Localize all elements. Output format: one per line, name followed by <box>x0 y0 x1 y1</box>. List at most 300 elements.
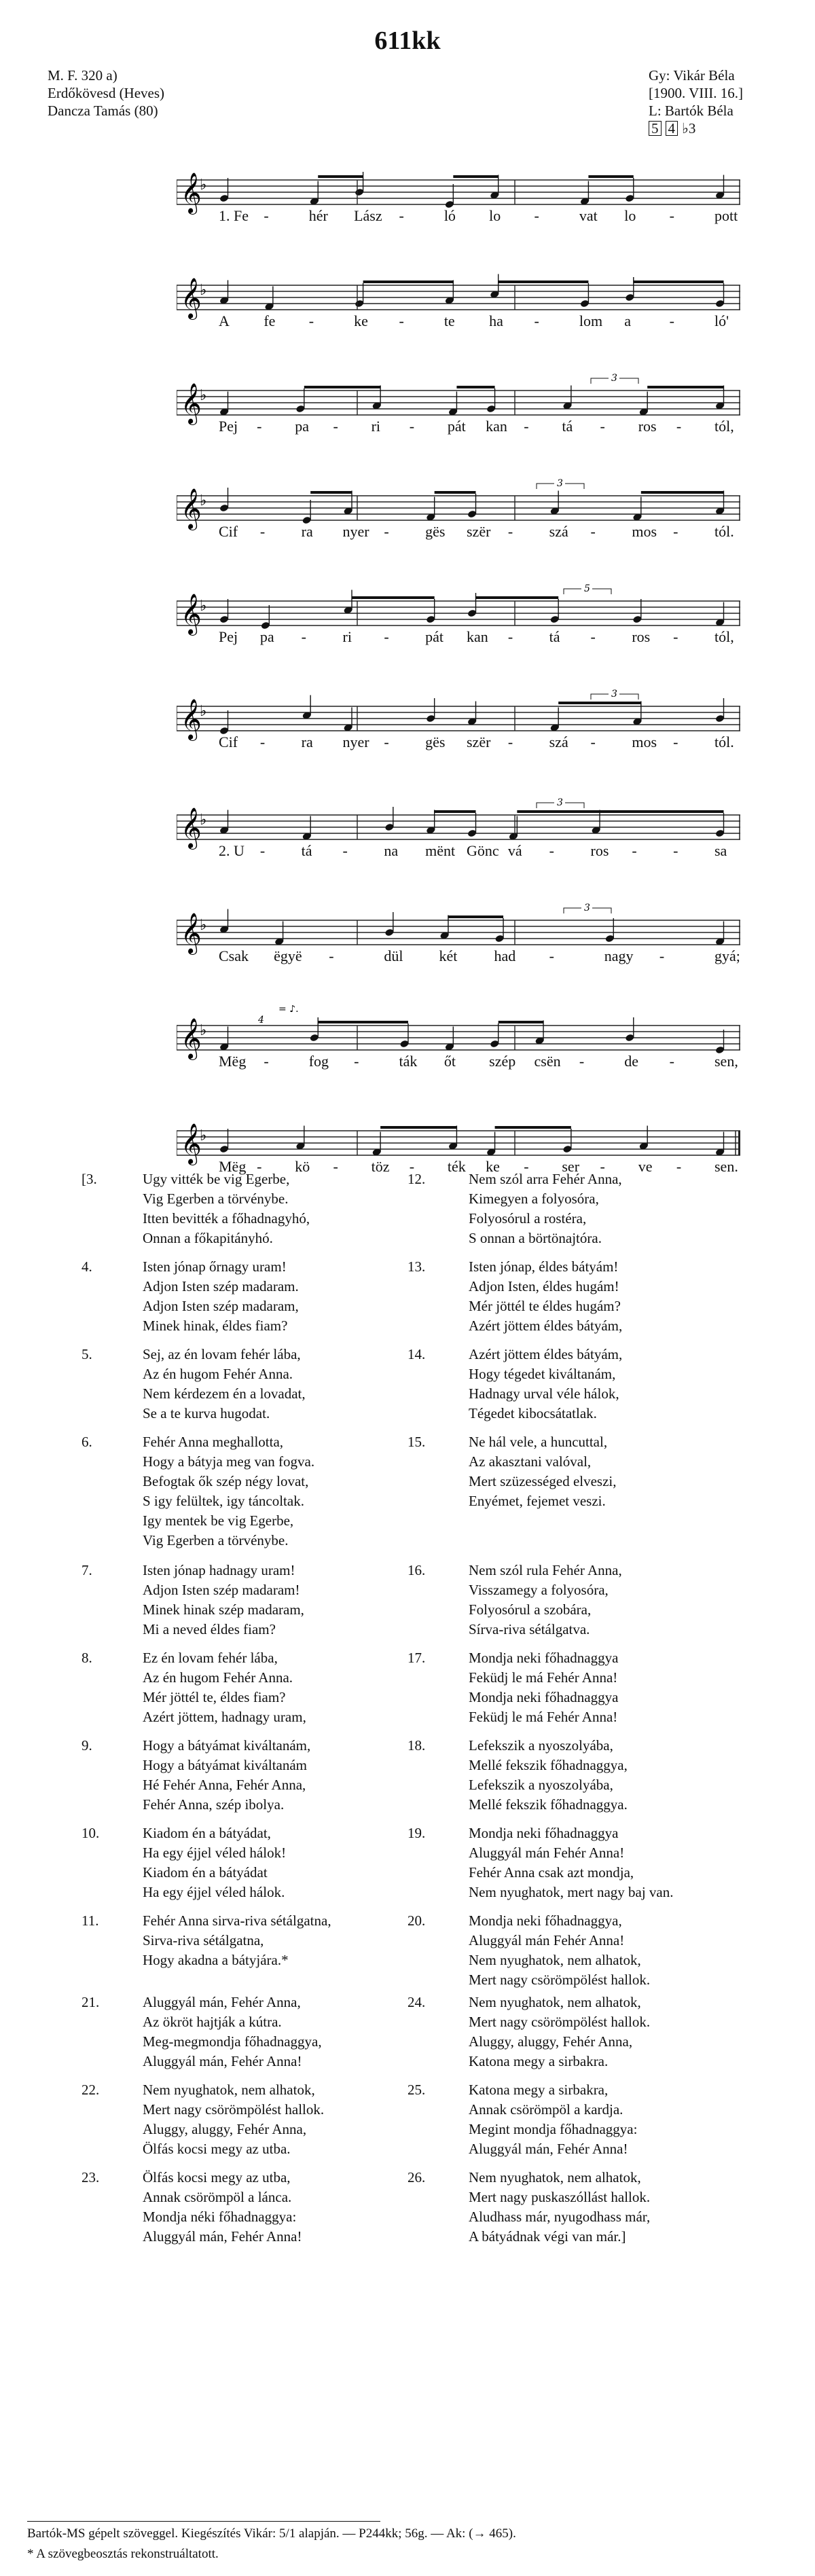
footnote: * A szövegbeosztás rekonstruáltatott. <box>27 2547 219 2561</box>
stanza-number: 17. <box>408 1650 426 1666</box>
lyric-syllable: ra <box>301 523 313 540</box>
verse-line: Aluggy, aluggy, Fehér Anna, <box>143 2121 307 2137</box>
lyric-syllable: - <box>534 312 539 329</box>
verse-line: Aludhass már, nyugodhass már, <box>469 2209 651 2225</box>
lyric-syllable: szër <box>467 523 491 540</box>
lyric-syllable: - <box>259 842 266 859</box>
lyric-syllable: had <box>494 947 516 964</box>
verse-line: Enyémet, fejemet veszi. <box>469 1493 606 1509</box>
lyric-syllable: ték <box>447 1158 466 1175</box>
stanza-number: 7. <box>82 1562 92 1578</box>
verse-line: Mér jöttél te éldes hugám? <box>469 1298 621 1314</box>
lyric-line <box>177 1053 740 1073</box>
verse-line: Hogy a bátyámat kiváltanám, <box>143 1737 311 1754</box>
stanza-number: 22. <box>82 2082 100 2098</box>
lyric-syllable: - <box>257 418 262 435</box>
stanza-lines <box>469 1345 622 1423</box>
verse-line: Ölfás kocsi megy az utba, <box>143 2169 291 2185</box>
verse-line: Mert nagy csörömpölést hallok. <box>469 2014 651 2030</box>
meter-mark: ♭3 <box>682 120 696 137</box>
collector-line: [1900. VIII. 16.] <box>649 85 744 101</box>
lyric-syllable: kan <box>486 418 507 435</box>
stanza-number: 25. <box>408 2082 426 2098</box>
lyric-syllable: nyer <box>342 523 369 540</box>
source-line: M. F. 320 a) <box>48 67 117 84</box>
stanza-lines <box>143 2168 302 2247</box>
lyric-syllable: - <box>409 418 415 435</box>
stanza-lines <box>143 1432 314 1550</box>
tuplet-label: 3 <box>584 903 590 913</box>
verse-line: Hé Fehér Anna, Fehér Anna, <box>143 1777 306 1793</box>
lyric-syllable: nagy <box>604 947 634 964</box>
lyric-syllable: - <box>354 1053 359 1070</box>
lyric-line <box>177 523 740 543</box>
stanza-number: 26. <box>408 2169 426 2185</box>
lyric-syllable: pát <box>425 628 444 645</box>
stanza-lines <box>143 1345 306 1423</box>
verse-line: Nem kérdezem én a lovadat, <box>143 1385 306 1402</box>
verse-line: Sirva-riva sétálgatna, <box>143 1932 264 1948</box>
lyric-syllable: ra <box>301 733 313 750</box>
staff-lines <box>177 1005 740 1087</box>
staff-lines <box>177 795 740 876</box>
lyric-syllable: - <box>534 207 539 224</box>
staff-lines <box>177 265 740 346</box>
stanza-lines <box>469 1993 650 2071</box>
lyric-syllable: 2. U <box>219 842 244 859</box>
verse-line: Onnan a főkapitányhó. <box>143 1230 273 1246</box>
verse-line: Mi a neved éldes fiam? <box>143 1621 276 1637</box>
verse-line: Annak csörömpöl a lánca. <box>143 2189 292 2205</box>
stanza-number: 14. <box>408 1346 426 1362</box>
verse-line: Tégedet kibocsátatlak. <box>469 1405 597 1421</box>
lyric-syllable: Cif <box>219 523 238 540</box>
verse-line: Adjon Isten, éldes hugám! <box>469 1278 619 1294</box>
verse-line: Feküdj le má Fehér Anna! <box>469 1669 618 1686</box>
lyric-syllable: de <box>624 1053 639 1070</box>
stanza-lines <box>469 1736 628 1815</box>
lyric-syllable: gës <box>425 733 446 750</box>
lyric-syllable: - <box>524 418 529 435</box>
lyric-syllable: ser <box>562 1158 580 1175</box>
lyric-syllable: - <box>669 207 674 224</box>
lyric-syllable: lo <box>624 207 636 224</box>
lyric-syllable: Csak <box>219 947 249 964</box>
lyric-syllable: pát <box>447 418 466 435</box>
verse-line: Mondja neki főhadnaggya <box>469 1650 619 1666</box>
lyric-syllable: mënt <box>425 842 456 859</box>
lyric-syllable: tól, <box>714 418 734 435</box>
collector-line: L: Bartók Béla <box>649 103 734 119</box>
lyric-syllable: vá <box>507 842 522 859</box>
verse-line: Fehér Anna sirva-riva sétálgatna, <box>143 1912 331 1929</box>
lyric-syllable: - <box>259 733 266 750</box>
lyric-syllable: mos <box>632 733 657 750</box>
lyric-syllable: fog <box>308 1053 329 1070</box>
lyric-syllable: - <box>549 842 554 859</box>
lyric-syllable: szá <box>549 523 568 540</box>
verse-line: Aluggyál mán Fehér Anna! <box>469 1845 625 1861</box>
treble-clef-icon: 𝄞 <box>181 1123 202 1164</box>
lyric-syllable: Lász <box>354 207 382 224</box>
verse-line: Az én hugom Fehér Anna. <box>143 1669 293 1686</box>
stanza-lines <box>143 1169 310 1248</box>
verse-line: Nem nyughatok, nem alhatok, <box>469 2169 641 2185</box>
stanza-lines <box>143 1911 331 1970</box>
verse-line: Befogtak ők szép négy lovat, <box>143 1473 309 1489</box>
lyric-syllable: - <box>264 207 269 224</box>
verse-line: Nem szól arra Fehér Anna, <box>469 1171 622 1187</box>
lyric-syllable: - <box>590 523 596 540</box>
meter-mark: 5 <box>649 121 662 136</box>
verse-line: Nem nyughatok, nem alhatok, <box>469 1994 641 2010</box>
stanza-lines <box>469 1911 650 1990</box>
verse-line: Isten jónap hadnagy uram! <box>143 1562 295 1578</box>
lyric-syllable: - <box>669 1053 674 1070</box>
lyric-syllable: töz <box>371 1158 390 1175</box>
lyric-syllable: - <box>659 947 665 964</box>
treble-clef-icon: 𝄞 <box>181 173 202 213</box>
lyric-syllable: A <box>219 312 230 329</box>
key-flat-icon: ♭ <box>200 177 207 194</box>
stanza-number: 6. <box>82 1434 92 1450</box>
lyric-syllable: ri <box>342 628 352 645</box>
verse-line: Sírva-riva sétálgatva. <box>469 1621 590 1637</box>
verse-line: Kiadom én a bátyádat <box>143 1864 268 1881</box>
verse-line: Ugy vitték be vig Egerbe, <box>143 1171 290 1187</box>
lyric-syllable: Mëg <box>219 1053 247 1070</box>
stanza-number: 16. <box>408 1562 426 1578</box>
stanza-number: 4. <box>82 1258 92 1275</box>
meter-marks <box>649 120 743 137</box>
key-flat-icon: ♭ <box>200 1022 207 1039</box>
staff-lines <box>177 370 740 452</box>
lyric-syllable: lom <box>579 312 603 329</box>
verse-line: Hadnagy urval véle hálok, <box>469 1385 619 1402</box>
key-flat-icon: ♭ <box>200 492 207 509</box>
treble-clef-icon: 𝄞 <box>181 383 202 424</box>
verse-line: Adjon Isten szép madaram. <box>143 1278 299 1294</box>
verse-line: Ha egy éjjel véled hálok. <box>143 1884 285 1900</box>
verse-line: S onnan a börtönajtóra. <box>469 1230 602 1246</box>
lyric-syllable: - <box>384 628 389 645</box>
treble-clef-icon: 𝄞 <box>181 1018 202 1059</box>
stanza-lines <box>469 2168 650 2247</box>
lyric-syllable: pott <box>714 207 738 224</box>
verse-line: Folyosórul a szobára, <box>469 1601 592 1618</box>
footer-rule <box>27 2521 380 2522</box>
lyric-syllable: Mëg <box>219 1158 247 1175</box>
verse-line: Az akasztani valóval, <box>469 1453 592 1470</box>
verse-line: Adjon Isten szép madaram! <box>143 1582 300 1598</box>
lyric-syllable: ló <box>443 207 456 224</box>
verse-line: Feküdj le má Fehér Anna! <box>469 1709 618 1725</box>
lyric-syllable: - <box>507 523 513 540</box>
lyric-syllable: - <box>632 842 637 859</box>
lyric-syllable: - <box>384 733 389 750</box>
verse-line: Fehér Anna csak azt mondja, <box>469 1864 634 1881</box>
stanza-number: 23. <box>82 2169 100 2185</box>
stanza-number: [3. <box>82 1171 97 1187</box>
treble-clef-icon: 𝄞 <box>181 488 202 529</box>
footer-note: Bartók-MS gépelt szöveggel. Kiegészítés Vikár: 5/1 alapján. — P244kk; 56g. — Ak: (→ 465). <box>27 2526 516 2541</box>
lyric-line <box>177 733 740 754</box>
treble-clef-icon: 𝄞 <box>181 913 202 954</box>
treble-clef-icon: 𝄞 <box>181 278 202 319</box>
verse-line: Minek hinak szép madaram, <box>143 1601 304 1618</box>
lyric-syllable: sa <box>714 842 727 859</box>
lyric-syllable: - <box>399 312 404 329</box>
stanza-number: 20. <box>408 1912 426 1929</box>
verse-line: Hogy a bátyja meg van fogva. <box>143 1453 315 1470</box>
stanza-number: 18. <box>408 1737 426 1754</box>
verse-line: Igy mentek be vig Egerbe, <box>143 1512 294 1529</box>
lyric-syllable: szép <box>489 1053 516 1070</box>
lyric-line <box>177 207 740 228</box>
stanza-lines <box>143 1993 322 2071</box>
lyric-syllable: őt <box>443 1053 456 1070</box>
verse-line: Meg-megmondja főhadnaggya, <box>143 2033 322 2050</box>
lyric-syllable: pa <box>295 418 310 435</box>
stanza-number: 19. <box>408 1825 426 1841</box>
verse-line: Nem nyughatok, nem alhatok, <box>469 1952 641 1968</box>
staff-lines <box>177 475 740 557</box>
lyric-syllable: tá <box>301 842 312 859</box>
verse-line: Hogy akadna a bátyjára.* <box>143 1952 289 1968</box>
stanza-lines <box>143 1824 286 1902</box>
stanza-lines <box>469 1257 622 1336</box>
stanza-lines <box>469 2080 637 2159</box>
lyric-syllable: - <box>257 1158 262 1175</box>
lyric-syllable: - <box>524 1158 529 1175</box>
verse-line: Ha egy éjjel véled hálok! <box>143 1845 287 1861</box>
lyric-syllable: csën <box>534 1053 561 1070</box>
lyric-syllable: - <box>669 312 674 329</box>
lyric-syllable: nyer <box>342 733 369 750</box>
lyric-syllable: ëgyë <box>274 947 302 964</box>
lyric-syllable: ke <box>486 1158 500 1175</box>
lyric-syllable: gyá; <box>714 947 740 964</box>
lyric-syllable: fe <box>264 312 276 329</box>
lyric-syllable: tá <box>549 628 560 645</box>
lyric-syllable: mos <box>632 523 657 540</box>
verse-line: Azért jöttem éldes bátyám, <box>469 1346 623 1362</box>
page-title: 611kk <box>374 26 441 55</box>
stanza-lines <box>143 1736 310 1815</box>
verse-line: Nem nyughatok, nem alhatok, <box>143 2082 315 2098</box>
lyric-syllable: kö <box>295 1158 310 1175</box>
tuplet-label: 3 <box>611 689 617 700</box>
collector-info <box>649 67 743 137</box>
lyric-syllable: - <box>329 947 334 964</box>
key-flat-icon: ♭ <box>200 387 207 404</box>
lyric-line <box>177 418 740 438</box>
lyric-syllable: ros <box>638 418 657 435</box>
lyric-line <box>177 628 740 649</box>
verse-line: Hogy tégedet kiváltanám, <box>469 1366 616 1382</box>
verse-line: Lefekszik a nyoszolyába, <box>469 1737 613 1754</box>
verse-line: Nem nyughatok, mert nagy baj van. <box>469 1884 674 1900</box>
stanza-lines <box>143 1561 304 1639</box>
verse-line: Ne hál vele, a huncuttal, <box>469 1434 608 1450</box>
verse-line: Nem szól rula Fehér Anna, <box>469 1562 622 1578</box>
lyric-line <box>177 842 740 863</box>
verse-line: A bátyádnak végi van már.] <box>469 2228 626 2245</box>
verse-line: Megint mondja főhadnaggya: <box>469 2121 638 2137</box>
verse-line: Ez én lovam fehér lába, <box>143 1650 278 1666</box>
lyric-syllable: hér <box>308 207 328 224</box>
verse-line: Ölfás kocsi megy az utba. <box>143 2141 291 2157</box>
lyric-syllable: Pej <box>219 628 238 645</box>
verse-line: Fehér Anna meghallotta, <box>143 1434 284 1450</box>
verse-line: Hogy a bátyámat kiváltanám <box>143 1757 308 1773</box>
stanza-lines <box>469 1824 674 1902</box>
verse-line: Kimegyen a folyosóra, <box>469 1191 599 1207</box>
verse-line: Aluggyál mán, Fehér Anna! <box>469 2141 628 2157</box>
lyric-syllable: - <box>676 1158 682 1175</box>
verse-line: Mondja néki főhadnaggya: <box>143 2209 297 2225</box>
verse-line: Sej, az én lovam fehér lába, <box>143 1346 301 1362</box>
key-flat-icon: ♭ <box>200 703 207 720</box>
lyric-syllable: - <box>342 842 348 859</box>
verse-line: Vig Egerben a törvénybe. <box>143 1191 289 1207</box>
key-flat-icon: ♭ <box>200 598 207 615</box>
stanza-lines <box>469 1561 622 1639</box>
verse-line: Adjon Isten szép madaram, <box>143 1298 299 1314</box>
key-flat-icon: ♭ <box>200 812 207 829</box>
lyric-syllable: kan <box>467 628 488 645</box>
lyric-syllable: - <box>676 418 682 435</box>
verse-line: Mert nagy csörömpölést hallok. <box>143 2101 325 2118</box>
lyric-syllable: - <box>673 628 678 645</box>
stanza-number: 5. <box>82 1346 92 1362</box>
verse-line: Mér jöttél te, éldes fiam? <box>143 1689 286 1705</box>
verse-line: Mondja neki főhadnaggya <box>469 1689 619 1705</box>
stanza-number: 21. <box>82 1994 100 2010</box>
verse-line: Mellé fekszik főhadnaggya. <box>469 1796 628 1813</box>
lyric-syllable: sen. <box>714 1158 738 1175</box>
tuplet-label: 3 <box>611 373 617 384</box>
lyric-syllable: - <box>301 628 306 645</box>
stanza-lines <box>143 1648 306 1727</box>
lyric-syllable: ha <box>489 312 503 329</box>
verse-line: S igy felültek, igy táncoltak. <box>143 1493 304 1509</box>
lyric-syllable: ták <box>399 1053 418 1070</box>
lyric-syllable: Pej <box>219 418 238 435</box>
lyric-syllable: tól, <box>714 628 734 645</box>
lyric-syllable: - <box>264 1053 269 1070</box>
lyric-syllable: na <box>384 842 399 859</box>
verse-line: Visszamegy a folyosóra, <box>469 1582 609 1598</box>
verse-line: Isten jónap, éldes bátyám! <box>469 1258 619 1275</box>
lyric-syllable: - <box>259 523 266 540</box>
lyric-syllable: szá <box>549 733 568 750</box>
treble-clef-icon: 𝄞 <box>181 699 202 740</box>
stanza-number: 24. <box>408 1994 426 2010</box>
stanza-number: 8. <box>82 1650 92 1666</box>
verse-line: Aluggyál mán Fehér Anna! <box>469 1932 625 1948</box>
tuplet-label: 4 <box>258 1015 264 1026</box>
verse-line: Annak csörömpöl a kardja. <box>469 2101 623 2118</box>
verse-line: Aluggyál mán, Fehér Anna! <box>143 2053 302 2069</box>
lyric-syllable: lo <box>489 207 501 224</box>
verse-line: Minek hinak, éldes fiam? <box>143 1318 288 1334</box>
stanza-lines <box>469 1432 617 1511</box>
lyric-syllable: - <box>549 947 554 964</box>
lyric-syllable: tá <box>562 418 573 435</box>
verse-line: Mondja neki főhadnaggya, <box>469 1912 622 1929</box>
verse-line: Vig Egerben a törvénybe. <box>143 1532 289 1548</box>
lyric-syllable: ve <box>638 1158 653 1175</box>
key-flat-icon: ♭ <box>200 917 207 934</box>
source-line: Erdőkövesd (Heves) <box>48 85 165 101</box>
staff-lines <box>177 900 740 981</box>
lyric-syllable: 1. Fe <box>219 207 249 224</box>
staff-lines <box>177 686 740 767</box>
lyric-syllable: - <box>308 312 314 329</box>
verse-line: Itten bevitték a főhadnagyhó, <box>143 1210 310 1227</box>
lyric-syllable: - <box>507 628 513 645</box>
verse-line: Aluggyál mán, Fehér Anna, <box>143 1994 301 2010</box>
verse-line: Mellé fekszik főhadnaggya, <box>469 1757 628 1773</box>
lyric-syllable: - <box>579 1053 585 1070</box>
verse-line: Katona megy a sirbakra. <box>469 2053 609 2069</box>
source-info <box>48 67 164 120</box>
lyric-syllable: ros <box>590 842 609 859</box>
lyric-syllable: vat <box>579 207 598 224</box>
verse-line: Fehér Anna, szép ibolya. <box>143 1796 285 1813</box>
verse-line: Aluggy, aluggy, Fehér Anna, <box>469 2033 633 2050</box>
tuplet-label: 3 <box>557 478 563 489</box>
stanza-number: 9. <box>82 1737 92 1754</box>
stanza-number: 15. <box>408 1434 426 1450</box>
lyric-syllable: ló' <box>714 312 729 329</box>
key-flat-icon: ♭ <box>200 1127 207 1144</box>
stanza-lines <box>143 1257 299 1336</box>
lyric-syllable: pa <box>259 628 274 645</box>
lyric-syllable: szër <box>467 733 491 750</box>
verse-line: Se a te kurva hugodat. <box>143 1405 270 1421</box>
lyric-line <box>177 312 740 333</box>
verse-line: Mert nagy csörömpölést hallok. <box>469 1972 651 1988</box>
stanza-lines <box>469 1648 618 1727</box>
lyric-syllable: a <box>624 312 632 329</box>
lyric-syllable: - <box>333 418 338 435</box>
key-flat-icon: ♭ <box>200 282 207 299</box>
verse-line: Kiadom én a bátyádat, <box>143 1825 271 1841</box>
stanza-number: 13. <box>408 1258 426 1275</box>
lyric-syllable: ke <box>354 312 368 329</box>
lyric-syllable: - <box>399 207 404 224</box>
stanza-number: 10. <box>82 1825 100 1841</box>
verse-line: Azért jöttem éldes bátyám, <box>469 1318 623 1334</box>
lyric-syllable: ri <box>371 418 381 435</box>
staff-lines <box>177 581 740 662</box>
lyric-syllable: - <box>600 418 605 435</box>
lyric-syllable: - <box>590 628 596 645</box>
lyric-syllable: gës <box>425 523 446 540</box>
lyric-syllable: ros <box>632 628 651 645</box>
staff-lines <box>177 160 740 241</box>
stanza-number: 12. <box>408 1171 426 1187</box>
lyric-syllable: - <box>590 733 596 750</box>
tuplet-label: 5 <box>584 583 590 594</box>
lyric-syllable: - <box>384 523 389 540</box>
lyric-syllable: - <box>673 733 678 750</box>
verse-line: Az ökröt hajtják a kútra. <box>143 2014 282 2030</box>
collector-line: Gy: Vikár Béla <box>649 67 735 84</box>
tempo-mark: = ♪. <box>278 1005 299 1015</box>
